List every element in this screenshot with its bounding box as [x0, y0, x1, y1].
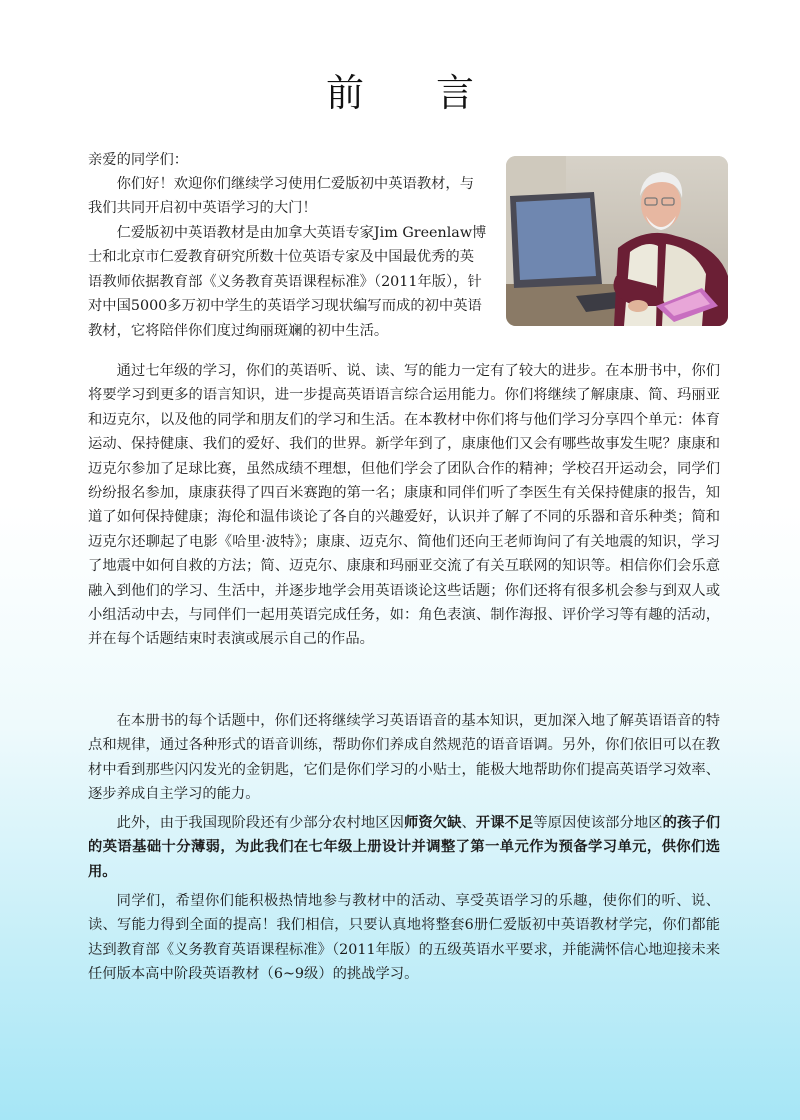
para5-bold-1: 师资欠缺 [403, 815, 462, 831]
greeting: 亲爱的同学们： [88, 152, 189, 168]
paragraph-textbook-intro: 仁爱版初中英语教材是由加拿大英语专家Jim Greenlaw博士和北京市仁爱教育研究所数十位英语专家及中国最优秀的英语教师依据教育部《义务教育英语课程标准》（2011年版），针对中国5000多万初中学生的英语学习现状编写而成的初中英语教材，它将陪伴你们度过绚丽斑斓的初中生活。 [88, 225, 487, 339]
para5-bold-3: 的孩子们的英语基础十分薄弱，为此我们在七年级上册设计并调整了第一单元作为预备学习单元，供你们选用。 [88, 815, 721, 880]
para5-bold-2: 开课不足 [475, 815, 534, 831]
paragraph-preparatory-unit [88, 811, 720, 884]
paragraph-phonetics: 在本册书的每个话题中，你们还将继续学习英语语音的基本知识，更加深入地了解英语语音的特点和规律，通过各种形式的语音训练，帮助你们养成自然规范的语音语调。另外，你们依旧可以在教材中看到那些闪闪发光的金钥匙，它们是你们学习的小贴士，能极大地帮助你们提高英语学习效率、逐步养成自主学习的能力。 [88, 713, 720, 803]
paragraph-welcome: 你们好！欢迎你们继续学习使用仁爱版初中英语教材，与我们共同开启初中英语学习的大门！ [88, 176, 475, 217]
paragraph-book-content: 通过七年级的学习，你们的英语听、说、读、写的能力一定有了较大的进步。在本册书中，你们将要学习到更多的语言知识，进一步提高英语语言综合运用能力。你们将继续了解康康、简、玛丽亚和迈克尔，以及他的同学和朋友们的学习和生活。在本教材中你们将与他们学习分享四个单元：体育运动、保持健康、我们的爱好、我们的世界。新学年到了，康康他们又会有哪些故事发生呢？康康和迈克尔参加了足球比赛，虽然成绩不理想，但他们学会了团队合作的精神；学校召开运动会，同学们纷纷报名参加，康康获得了四百米赛跑的第一名；康康和同伴们听了李医生有关保持健康的报告，知道了如何保持健康；海伦和温伟谈论了各自的兴趣爱好，认识并了解了不同的乐器和音乐种类；简和迈克尔还聊起了电影《哈里·波特》；康康、迈克尔、简他们还向王老师询问了有关地震的知识，学习了地震中如何自救的方法；简、迈克尔、康康和玛丽亚交流了有关互联网的知识等。相信你们会乐意融入到他们的学习、生活中，并逐步地学会用英语谈论这些话题；你们还将有很多机会参与到双人或小组活动中去，与同伴们一起用英语完成任务，如：角色表演、制作海报、评价学习等有趣的活动，并在每个话题结束时表演或展示自己的作品。 [88, 363, 720, 648]
author-photo [506, 156, 728, 326]
para5-text-2: 、 [461, 815, 476, 831]
page-title: 前 言 [325, 71, 505, 115]
para5-text-1: 此外，由于我国现阶段还有少部分农村地区因 [116, 815, 404, 831]
paragraph-closing: 同学们，希望你们能积极热情地参与教材中的活动、享受英语学习的乐趣，使你们的听、说、读、写能力得到全面的提高！我们相信，只要认真地将整套6册仁爱版初中英语教材学完，你们都能达到教育部《义务教育英语课程标准》（2011年版）的五级英语水平要求，并能满怀信心地迎接未来任何版本高中阶段英语教材（6~9级）的挑战学习。 [88, 893, 720, 983]
para5-text-3: 等原因使该部分地区 [533, 815, 663, 831]
